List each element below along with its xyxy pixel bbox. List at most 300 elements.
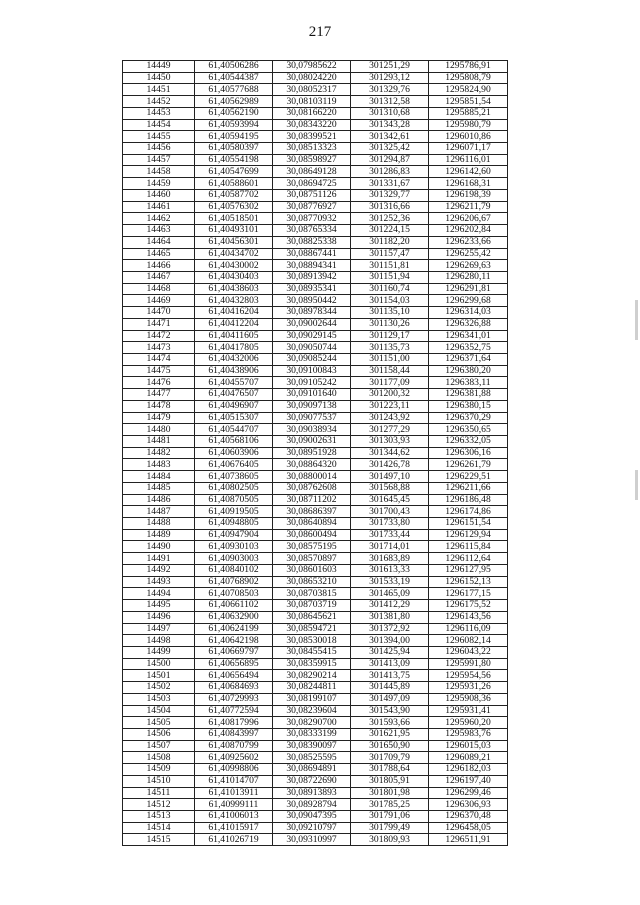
latitude-cell: 61,40870799 <box>195 740 273 752</box>
point-number-cell: 14476 <box>123 377 195 389</box>
point-number-cell: 14494 <box>123 588 195 600</box>
longitude-cell: 30,08530018 <box>273 635 351 647</box>
point-number-cell: 14470 <box>123 307 195 319</box>
latitude-cell: 61,40624199 <box>195 623 273 635</box>
point-number-cell: 14462 <box>123 213 195 225</box>
table-row <box>123 518 508 530</box>
point-number-cell: 14490 <box>123 541 195 553</box>
point-number-cell: 14501 <box>123 670 195 682</box>
table-row <box>123 564 508 576</box>
table-row <box>123 424 508 436</box>
table-row <box>123 330 508 342</box>
table-row <box>123 377 508 389</box>
latitude-cell: 61,41013911 <box>195 787 273 799</box>
longitude-cell: 30,09310997 <box>273 834 351 846</box>
longitude-cell: 30,08653210 <box>273 576 351 588</box>
table-row <box>123 611 508 623</box>
x-coordinate-cell: 301286,83 <box>351 166 429 178</box>
y-coordinate-cell: 1296168,31 <box>429 178 508 190</box>
scan-edge-mark <box>635 300 638 340</box>
latitude-cell: 61,40593994 <box>195 119 273 131</box>
y-coordinate-cell: 1296370,29 <box>429 412 508 424</box>
y-coordinate-cell: 1296291,81 <box>429 283 508 295</box>
table-row <box>123 84 508 96</box>
latitude-cell: 61,40515307 <box>195 412 273 424</box>
latitude-cell: 61,40506286 <box>195 61 273 73</box>
x-coordinate-cell: 301200,32 <box>351 389 429 401</box>
table-row <box>123 482 508 494</box>
table-row <box>123 529 508 541</box>
latitude-cell: 61,40661102 <box>195 600 273 612</box>
latitude-cell: 61,40998806 <box>195 764 273 776</box>
y-coordinate-cell: 1296177,15 <box>429 588 508 600</box>
point-number-cell: 14489 <box>123 529 195 541</box>
longitude-cell: 30,08594721 <box>273 623 351 635</box>
latitude-cell: 61,40948805 <box>195 518 273 530</box>
x-coordinate-cell: 301151,00 <box>351 353 429 365</box>
longitude-cell: 30,09085244 <box>273 353 351 365</box>
y-coordinate-cell: 1295808,79 <box>429 72 508 84</box>
table-row <box>123 225 508 237</box>
table-row <box>123 717 508 729</box>
y-coordinate-cell: 1296306,93 <box>429 799 508 811</box>
x-coordinate-cell: 301343,28 <box>351 119 429 131</box>
point-number-cell: 14478 <box>123 400 195 412</box>
table-row <box>123 600 508 612</box>
table-row <box>123 541 508 553</box>
longitude-cell: 30,08935341 <box>273 283 351 295</box>
point-number-cell: 14468 <box>123 283 195 295</box>
point-number-cell: 14512 <box>123 799 195 811</box>
x-coordinate-cell: 301593,66 <box>351 717 429 729</box>
longitude-cell: 30,09047395 <box>273 811 351 823</box>
longitude-cell: 30,08864320 <box>273 459 351 471</box>
table-row <box>123 658 508 670</box>
point-number-cell: 14504 <box>123 705 195 717</box>
table-row <box>123 623 508 635</box>
x-coordinate-cell: 301182,20 <box>351 236 429 248</box>
y-coordinate-cell: 1295908,36 <box>429 693 508 705</box>
x-coordinate-cell: 301791,06 <box>351 811 429 823</box>
y-coordinate-cell: 1296233,66 <box>429 236 508 248</box>
table-row <box>123 553 508 565</box>
table-row <box>123 459 508 471</box>
latitude-cell: 61,41006013 <box>195 811 273 823</box>
point-number-cell: 14466 <box>123 260 195 272</box>
longitude-cell: 30,08052317 <box>273 84 351 96</box>
latitude-cell: 61,40840102 <box>195 564 273 576</box>
table-row <box>123 693 508 705</box>
longitude-cell: 30,08399521 <box>273 131 351 143</box>
table-row <box>123 143 508 155</box>
table-row <box>123 131 508 143</box>
x-coordinate-cell: 301613,33 <box>351 564 429 576</box>
point-number-cell: 14507 <box>123 740 195 752</box>
page-number: 217 <box>308 24 332 40</box>
y-coordinate-cell: 1296143,56 <box>429 611 508 623</box>
latitude-cell: 61,40802505 <box>195 482 273 494</box>
point-number-cell: 14508 <box>123 752 195 764</box>
point-number-cell: 14458 <box>123 166 195 178</box>
latitude-cell: 61,41026719 <box>195 834 273 846</box>
longitude-cell: 30,08103119 <box>273 96 351 108</box>
y-coordinate-cell: 1296299,46 <box>429 787 508 799</box>
x-coordinate-cell: 301135,73 <box>351 342 429 354</box>
x-coordinate-cell: 301160,74 <box>351 283 429 295</box>
latitude-cell: 61,40903003 <box>195 553 273 565</box>
x-coordinate-cell: 301223,11 <box>351 400 429 412</box>
y-coordinate-cell: 1296380,15 <box>429 400 508 412</box>
latitude-cell: 61,40430002 <box>195 260 273 272</box>
longitude-cell: 30,08290214 <box>273 670 351 682</box>
x-coordinate-cell: 301151,81 <box>351 260 429 272</box>
y-coordinate-cell: 1295931,41 <box>429 705 508 717</box>
point-number-cell: 14474 <box>123 353 195 365</box>
table-row <box>123 107 508 119</box>
point-number-cell: 14495 <box>123 600 195 612</box>
y-coordinate-cell: 1296142,60 <box>429 166 508 178</box>
x-coordinate-cell: 301294,87 <box>351 154 429 166</box>
latitude-cell: 61,40496907 <box>195 400 273 412</box>
longitude-cell: 30,08694891 <box>273 764 351 776</box>
table-row <box>123 705 508 717</box>
longitude-cell: 30,09105242 <box>273 377 351 389</box>
x-coordinate-cell: 301785,25 <box>351 799 429 811</box>
table-row <box>123 236 508 248</box>
latitude-cell: 61,40568106 <box>195 436 273 448</box>
x-coordinate-cell: 301533,19 <box>351 576 429 588</box>
point-number-cell: 14461 <box>123 201 195 213</box>
longitude-cell: 30,09210797 <box>273 822 351 834</box>
latitude-cell: 61,40676405 <box>195 459 273 471</box>
y-coordinate-cell: 1296175,52 <box>429 600 508 612</box>
latitude-cell: 61,40411605 <box>195 330 273 342</box>
x-coordinate-cell: 301425,94 <box>351 646 429 658</box>
x-coordinate-cell: 301342,61 <box>351 131 429 143</box>
latitude-cell: 61,40930103 <box>195 541 273 553</box>
latitude-cell: 61,41015917 <box>195 822 273 834</box>
longitude-cell: 30,09038934 <box>273 424 351 436</box>
longitude-cell: 30,08950442 <box>273 295 351 307</box>
table-row <box>123 588 508 600</box>
y-coordinate-cell: 1296306,16 <box>429 447 508 459</box>
point-number-cell: 14514 <box>123 822 195 834</box>
latitude-cell: 61,40438603 <box>195 283 273 295</box>
latitude-cell: 61,40417805 <box>195 342 273 354</box>
y-coordinate-cell: 1296299,68 <box>429 295 508 307</box>
longitude-cell: 30,08894341 <box>273 260 351 272</box>
point-number-cell: 14499 <box>123 646 195 658</box>
point-number-cell: 14510 <box>123 775 195 787</box>
y-coordinate-cell: 1295931,26 <box>429 682 508 694</box>
latitude-cell: 61,40562190 <box>195 107 273 119</box>
x-coordinate-cell: 301700,43 <box>351 506 429 518</box>
point-number-cell: 14506 <box>123 728 195 740</box>
table-row <box>123 154 508 166</box>
table-row <box>123 248 508 260</box>
latitude-cell: 61,40456301 <box>195 236 273 248</box>
x-coordinate-cell: 301277,29 <box>351 424 429 436</box>
x-coordinate-cell: 301805,91 <box>351 775 429 787</box>
latitude-cell: 61,40587702 <box>195 189 273 201</box>
longitude-cell: 30,08800014 <box>273 471 351 483</box>
point-number-cell: 14492 <box>123 564 195 576</box>
x-coordinate-cell: 301303,93 <box>351 436 429 448</box>
longitude-cell: 30,08928794 <box>273 799 351 811</box>
longitude-cell: 30,08455415 <box>273 646 351 658</box>
point-number-cell: 14457 <box>123 154 195 166</box>
y-coordinate-cell: 1296116,09 <box>429 623 508 635</box>
point-number-cell: 14498 <box>123 635 195 647</box>
longitude-cell: 30,09101640 <box>273 389 351 401</box>
x-coordinate-cell: 301130,26 <box>351 318 429 330</box>
x-coordinate-cell: 301372,92 <box>351 623 429 635</box>
y-coordinate-cell: 1296352,75 <box>429 342 508 354</box>
longitude-cell: 30,08694725 <box>273 178 351 190</box>
table-row <box>123 119 508 131</box>
y-coordinate-cell: 1296043,22 <box>429 646 508 658</box>
table-row <box>123 576 508 588</box>
point-number-cell: 14487 <box>123 506 195 518</box>
y-coordinate-cell: 1296341,01 <box>429 330 508 342</box>
table-row <box>123 494 508 506</box>
x-coordinate-cell: 301650,90 <box>351 740 429 752</box>
table-row <box>123 506 508 518</box>
table-row <box>123 670 508 682</box>
y-coordinate-cell: 1295824,90 <box>429 84 508 96</box>
point-number-cell: 14467 <box>123 271 195 283</box>
longitude-cell: 30,08649128 <box>273 166 351 178</box>
longitude-cell: 30,08600494 <box>273 529 351 541</box>
x-coordinate-cell: 301809,93 <box>351 834 429 846</box>
latitude-cell: 61,40518501 <box>195 213 273 225</box>
point-number-cell: 14491 <box>123 553 195 565</box>
coordinate-table-body <box>123 61 508 846</box>
table-row <box>123 307 508 319</box>
x-coordinate-cell: 301445,89 <box>351 682 429 694</box>
latitude-cell: 61,40919505 <box>195 506 273 518</box>
x-coordinate-cell: 301329,76 <box>351 84 429 96</box>
y-coordinate-cell: 1296071,17 <box>429 143 508 155</box>
table-row <box>123 353 508 365</box>
point-number-cell: 14464 <box>123 236 195 248</box>
latitude-cell: 61,40554198 <box>195 154 273 166</box>
latitude-cell: 61,40588601 <box>195 178 273 190</box>
point-number-cell: 14509 <box>123 764 195 776</box>
x-coordinate-cell: 301251,29 <box>351 61 429 73</box>
x-coordinate-cell: 301310,68 <box>351 107 429 119</box>
latitude-cell: 61,40544387 <box>195 72 273 84</box>
latitude-cell: 61,40430403 <box>195 271 273 283</box>
longitude-cell: 30,08978344 <box>273 307 351 319</box>
latitude-cell: 61,40669797 <box>195 646 273 658</box>
y-coordinate-cell: 1296082,14 <box>429 635 508 647</box>
y-coordinate-cell: 1296129,94 <box>429 529 508 541</box>
x-coordinate-cell: 301252,36 <box>351 213 429 225</box>
point-number-cell: 14493 <box>123 576 195 588</box>
x-coordinate-cell: 301157,47 <box>351 248 429 260</box>
point-number-cell: 14455 <box>123 131 195 143</box>
y-coordinate-cell: 1296115,84 <box>429 541 508 553</box>
y-coordinate-cell: 1295991,80 <box>429 658 508 670</box>
table-row <box>123 271 508 283</box>
y-coordinate-cell: 1296381,88 <box>429 389 508 401</box>
longitude-cell: 30,09002644 <box>273 318 351 330</box>
longitude-cell: 30,08645621 <box>273 611 351 623</box>
latitude-cell: 61,40576302 <box>195 201 273 213</box>
longitude-cell: 30,08703815 <box>273 588 351 600</box>
point-number-cell: 14451 <box>123 84 195 96</box>
x-coordinate-cell: 301329,77 <box>351 189 429 201</box>
table-row <box>123 799 508 811</box>
point-number-cell: 14502 <box>123 682 195 694</box>
latitude-cell: 61,40772594 <box>195 705 273 717</box>
y-coordinate-cell: 1296326,88 <box>429 318 508 330</box>
latitude-cell: 61,40493101 <box>195 225 273 237</box>
point-number-cell: 14480 <box>123 424 195 436</box>
x-coordinate-cell: 301158,44 <box>351 365 429 377</box>
y-coordinate-cell: 1296332,05 <box>429 436 508 448</box>
point-number-cell: 14477 <box>123 389 195 401</box>
table-row <box>123 201 508 213</box>
x-coordinate-cell: 301224,15 <box>351 225 429 237</box>
latitude-cell: 61,40455707 <box>195 377 273 389</box>
y-coordinate-cell: 1295786,91 <box>429 61 508 73</box>
y-coordinate-cell: 1296202,84 <box>429 225 508 237</box>
y-coordinate-cell: 1296371,64 <box>429 353 508 365</box>
longitude-cell: 30,07985622 <box>273 61 351 73</box>
longitude-cell: 30,08333199 <box>273 728 351 740</box>
y-coordinate-cell: 1296127,95 <box>429 564 508 576</box>
y-coordinate-cell: 1296511,91 <box>429 834 508 846</box>
table-row <box>123 646 508 658</box>
longitude-cell: 30,08601603 <box>273 564 351 576</box>
longitude-cell: 30,08913942 <box>273 271 351 283</box>
table-row <box>123 283 508 295</box>
x-coordinate-cell: 301316,66 <box>351 201 429 213</box>
point-number-cell: 14505 <box>123 717 195 729</box>
point-number-cell: 14473 <box>123 342 195 354</box>
point-number-cell: 14481 <box>123 436 195 448</box>
longitude-cell: 30,08913893 <box>273 787 351 799</box>
longitude-cell: 30,08239604 <box>273 705 351 717</box>
y-coordinate-cell: 1296089,21 <box>429 752 508 764</box>
longitude-cell: 30,08762608 <box>273 482 351 494</box>
x-coordinate-cell: 301733,80 <box>351 518 429 530</box>
y-coordinate-cell: 1296116,01 <box>429 154 508 166</box>
latitude-cell: 61,40603906 <box>195 447 273 459</box>
latitude-cell: 61,40729993 <box>195 693 273 705</box>
y-coordinate-cell: 1296229,51 <box>429 471 508 483</box>
point-number-cell: 14511 <box>123 787 195 799</box>
table-row <box>123 178 508 190</box>
point-number-cell: 14503 <box>123 693 195 705</box>
longitude-cell: 30,08867441 <box>273 248 351 260</box>
x-coordinate-cell: 301129,17 <box>351 330 429 342</box>
y-coordinate-cell: 1296197,40 <box>429 775 508 787</box>
latitude-cell: 61,40684693 <box>195 682 273 694</box>
point-number-cell: 14469 <box>123 295 195 307</box>
point-number-cell: 14460 <box>123 189 195 201</box>
latitude-cell: 61,40656494 <box>195 670 273 682</box>
latitude-cell: 61,40434702 <box>195 248 273 260</box>
table-row <box>123 412 508 424</box>
y-coordinate-cell: 1295960,20 <box>429 717 508 729</box>
x-coordinate-cell: 301135,10 <box>351 307 429 319</box>
latitude-cell: 61,40642198 <box>195 635 273 647</box>
longitude-cell: 30,08166220 <box>273 107 351 119</box>
point-number-cell: 14496 <box>123 611 195 623</box>
y-coordinate-cell: 1296314,03 <box>429 307 508 319</box>
y-coordinate-cell: 1295885,21 <box>429 107 508 119</box>
table-row <box>123 764 508 776</box>
table-row <box>123 389 508 401</box>
longitude-cell: 30,08024220 <box>273 72 351 84</box>
y-coordinate-cell: 1296255,42 <box>429 248 508 260</box>
point-number-cell: 14497 <box>123 623 195 635</box>
table-row <box>123 365 508 377</box>
latitude-cell: 61,40562989 <box>195 96 273 108</box>
table-row <box>123 436 508 448</box>
x-coordinate-cell: 301331,67 <box>351 178 429 190</box>
point-number-cell: 14483 <box>123 459 195 471</box>
y-coordinate-cell: 1296269,63 <box>429 260 508 272</box>
longitude-cell: 30,08686397 <box>273 506 351 518</box>
point-number-cell: 14454 <box>123 119 195 131</box>
longitude-cell: 30,09050744 <box>273 342 351 354</box>
latitude-cell: 61,40999111 <box>195 799 273 811</box>
scan-edge-mark <box>635 470 638 500</box>
longitude-cell: 30,08640894 <box>273 518 351 530</box>
y-coordinate-cell: 1296350,65 <box>429 424 508 436</box>
longitude-cell: 30,08765334 <box>273 225 351 237</box>
longitude-cell: 30,09097138 <box>273 400 351 412</box>
latitude-cell: 61,40632900 <box>195 611 273 623</box>
y-coordinate-cell: 1296458,05 <box>429 822 508 834</box>
table-row <box>123 811 508 823</box>
y-coordinate-cell: 1296174,86 <box>429 506 508 518</box>
x-coordinate-cell: 301344,62 <box>351 447 429 459</box>
longitude-cell: 30,08703719 <box>273 600 351 612</box>
x-coordinate-cell: 301412,29 <box>351 600 429 612</box>
y-coordinate-cell: 1296198,39 <box>429 189 508 201</box>
y-coordinate-cell: 1296186,48 <box>429 494 508 506</box>
latitude-cell: 61,41014707 <box>195 775 273 787</box>
x-coordinate-cell: 301709,79 <box>351 752 429 764</box>
longitude-cell: 30,08359915 <box>273 658 351 670</box>
y-coordinate-cell: 1296380,20 <box>429 365 508 377</box>
x-coordinate-cell: 301413,09 <box>351 658 429 670</box>
point-number-cell: 14459 <box>123 178 195 190</box>
y-coordinate-cell: 1296211,79 <box>429 201 508 213</box>
longitude-cell: 30,08390097 <box>273 740 351 752</box>
x-coordinate-cell: 301543,90 <box>351 705 429 717</box>
y-coordinate-cell: 1296112,64 <box>429 553 508 565</box>
longitude-cell: 30,09077537 <box>273 412 351 424</box>
x-coordinate-cell: 301426,78 <box>351 459 429 471</box>
y-coordinate-cell: 1296261,79 <box>429 459 508 471</box>
y-coordinate-cell: 1296383,11 <box>429 377 508 389</box>
latitude-cell: 61,40432803 <box>195 295 273 307</box>
latitude-cell: 61,40925602 <box>195 752 273 764</box>
x-coordinate-cell: 301312,58 <box>351 96 429 108</box>
table-row <box>123 295 508 307</box>
longitude-cell: 30,08951928 <box>273 447 351 459</box>
y-coordinate-cell: 1296280,11 <box>429 271 508 283</box>
table-row <box>123 96 508 108</box>
x-coordinate-cell: 301151,94 <box>351 271 429 283</box>
x-coordinate-cell: 301799,49 <box>351 822 429 834</box>
